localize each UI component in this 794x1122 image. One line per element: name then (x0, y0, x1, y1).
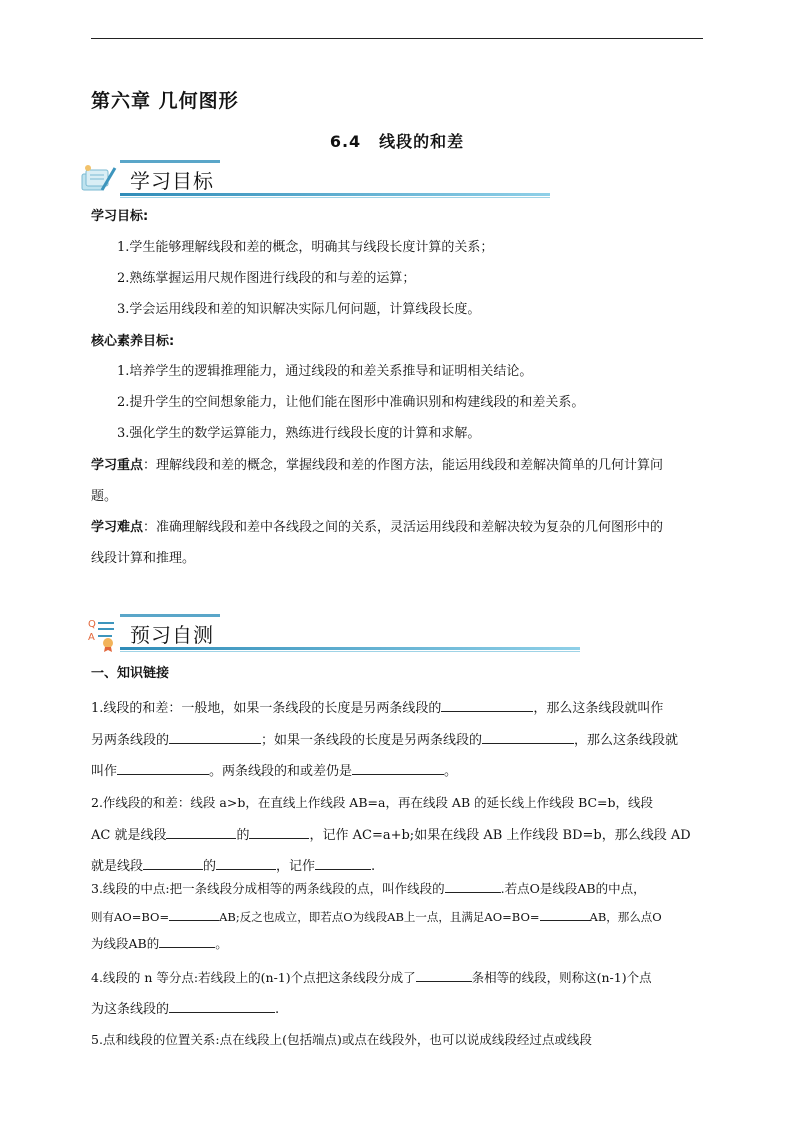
question-3-line-1 (91, 878, 646, 899)
answer-blank[interactable] (441, 697, 533, 712)
question-text: . (275, 1002, 280, 1017)
goal-item: 1.学生能够理解线段和差的概念，明确其与线段长度计算的关系； (117, 240, 494, 255)
answer-blank[interactable] (249, 824, 309, 839)
preview-heading: 一、知识链接 (91, 666, 170, 681)
key-point-text: ：理解线段和差的概念，掌握线段和差的作图方法，能运用线段和差解决简单的几何计算问 (143, 458, 664, 473)
svg-text:A: A (88, 632, 95, 643)
question-2-line-3 (91, 855, 375, 877)
question-4-line-2 (91, 998, 279, 1020)
answer-blank[interactable] (416, 967, 472, 982)
section-title (0, 129, 794, 152)
answer-blank[interactable] (216, 855, 276, 870)
question-2-line-1: 2.作线段的和差：线段 a>b，在直线上作线段 AB=a，再在线段 AB 的延长线上作线段 BC=b，线段 (91, 795, 654, 810)
banner-title: 预习自测 (130, 623, 214, 647)
core-item: 2.提升学生的空间想象能力，让他们能在图形中准确识别和构建线段的和差关系。 (117, 395, 585, 410)
question-text: 则有AO=BO= (91, 910, 170, 924)
preview-banner (78, 614, 588, 660)
question-4-line-1 (91, 967, 652, 988)
answer-blank[interactable] (169, 729, 261, 744)
question-text: 。两条线段的和或差仍是 (209, 764, 353, 779)
question-3-line-3 (91, 933, 228, 954)
question-text: ，那么这条线段就 (574, 733, 679, 748)
section-name: 线段的和差 (379, 132, 465, 151)
question-2-line-2 (91, 824, 691, 846)
question-text: 为这条线段的 (91, 1002, 170, 1017)
books-pencil-icon (78, 160, 118, 198)
difficulty (91, 518, 663, 538)
question-text: . (371, 859, 376, 874)
question-text: ，记作 (276, 859, 316, 874)
answer-blank[interactable] (169, 998, 275, 1013)
answer-blank[interactable] (117, 760, 209, 775)
question-text: 条相等的线段，则称这(n-1)个点 (471, 970, 652, 985)
learning-goals-banner (78, 160, 558, 206)
question-text: AB，那么点O (589, 910, 662, 924)
core-heading: 核心素养目标: (91, 334, 175, 349)
question-text: 另两条线段的 (91, 733, 170, 748)
quiz-badge-icon (78, 614, 118, 652)
difficulty-cont: 线段计算和推理。 (91, 551, 196, 566)
question-text: 。 (444, 764, 458, 779)
answer-blank[interactable] (143, 855, 203, 870)
question-text: 就是线段 (91, 859, 144, 874)
question-text: ；如果一条线段的长度是另两条线段的 (261, 733, 483, 748)
header-rule (91, 38, 703, 39)
section-number: 6.4 (329, 132, 362, 151)
answer-blank[interactable] (482, 729, 574, 744)
question-text: AB;反之也成立，即若点O为线段AB上一点，且满足AO=BO= (219, 910, 540, 924)
core-item: 1.培养学生的逻辑推理能力，通过线段的和差关系推导和证明相关结论。 (117, 364, 533, 379)
question-3-line-2 (91, 906, 662, 927)
answer-blank[interactable] (166, 824, 236, 839)
answer-blank[interactable] (169, 906, 219, 921)
question-text: 为线段AB的 (91, 936, 160, 951)
question-text: ，那么这条线段就叫作 (533, 701, 664, 716)
question-1-line-1 (91, 697, 663, 719)
question-text: 。 (215, 936, 228, 951)
question-text: 叫作 (91, 764, 118, 779)
answer-blank[interactable] (315, 855, 371, 870)
answer-blank[interactable] (540, 906, 590, 921)
question-5-line-1: 5.点和线段的位置关系:点在线段上(包括端点)或点在线段外，也可以说成线段经过点或线段 (91, 1032, 592, 1047)
question-text: AC 就是线段 (91, 828, 167, 843)
core-item: 3.强化学生的数学运算能力，熟练进行线段长度的计算和求解。 (117, 426, 481, 441)
question-text: 的 (203, 859, 217, 874)
chapter-title: 第六章 几何图形 (91, 90, 239, 112)
answer-blank[interactable] (159, 933, 215, 948)
svg-text:Q: Q (88, 619, 96, 630)
goals-heading: 学习目标: (91, 209, 149, 224)
banner-title: 学习目标 (130, 169, 214, 193)
goal-item: 3.学会运用线段和差的知识解决实际几何问题，计算线段长度。 (117, 302, 481, 317)
question-text: .若点O是线段AB的中点， (500, 881, 646, 896)
question-text: 4.线段的 n 等分点:若线段上的(n-1)个点把这条线段分成了 (91, 970, 416, 985)
question-1-line-2 (91, 729, 678, 751)
key-point (91, 456, 663, 476)
key-point-label: 学习重点 (91, 458, 144, 473)
difficulty-label: 学习难点 (91, 520, 144, 535)
question-1-line-3 (91, 760, 457, 782)
question-text: 3.线段的中点:把一条线段分成相等的两条线段的点，叫作线段的 (91, 881, 445, 896)
difficulty-text: ：准确理解线段和差中各线段之间的关系，灵活运用线段和差解决较为复杂的几何图形中的 (143, 520, 664, 535)
question-text: 1.线段的和差：一般地，如果一条线段的长度是另两条线段的 (91, 701, 442, 716)
goal-item: 2.熟练掌握运用尺规作图进行线段的和与差的运算； (117, 271, 416, 286)
key-point-cont: 题。 (91, 489, 118, 504)
answer-blank[interactable] (445, 878, 501, 893)
answer-blank[interactable] (352, 760, 444, 775)
question-text: 的 (236, 828, 250, 843)
question-text: ，记作 AC=a+b;如果在线段 AB 上作线段 BD=b，那么线段 AD (309, 828, 691, 843)
